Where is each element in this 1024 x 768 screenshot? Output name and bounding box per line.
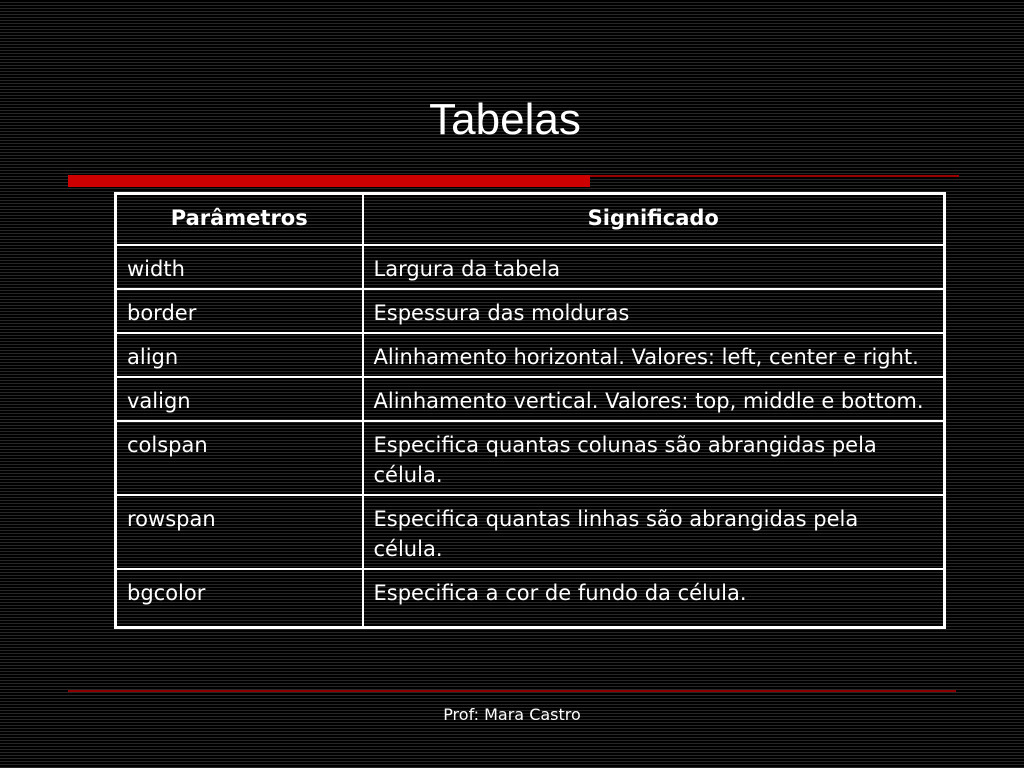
table-row xyxy=(116,245,945,289)
meaning-cell: Espessura das molduras xyxy=(363,289,945,333)
footer-author: Prof: Mara Castro xyxy=(443,705,581,724)
table-row xyxy=(116,377,945,421)
table-row xyxy=(116,569,945,628)
slide-title: Tabelas xyxy=(429,95,581,144)
param-cell: border xyxy=(116,289,363,333)
table-row xyxy=(116,495,945,569)
title-accent-bar xyxy=(68,175,590,187)
meaning-cell: Especifica a cor de fundo da célula. xyxy=(363,569,945,628)
title-accent-line xyxy=(590,175,959,177)
footer-divider xyxy=(68,690,956,692)
meaning-cell: Alinhamento vertical. Valores: top, middle e bottom. xyxy=(363,377,945,421)
param-cell: valign xyxy=(116,377,363,421)
param-cell: rowspan xyxy=(116,495,363,569)
table-header-row xyxy=(116,194,945,245)
param-cell: align xyxy=(116,333,363,377)
title-underline xyxy=(68,175,959,187)
table-row xyxy=(116,421,945,495)
param-cell: width xyxy=(116,245,363,289)
param-cell: bgcolor xyxy=(116,569,363,628)
param-cell: colspan xyxy=(116,421,363,495)
header-meaning: Significado xyxy=(363,194,945,245)
meaning-cell: Alinhamento horizontal. Valores: left, center e right. xyxy=(363,333,945,377)
table-row xyxy=(116,289,945,333)
meaning-cell: Largura da tabela xyxy=(363,245,945,289)
meaning-cell: Especifica quantas linhas são abrangidas pela célula. xyxy=(363,495,945,569)
meaning-cell: Especifica quantas colunas são abrangidas pela célula. xyxy=(363,421,945,495)
header-parameters: Parâmetros xyxy=(116,194,363,245)
table-row xyxy=(116,333,945,377)
parameters-table xyxy=(114,192,946,629)
